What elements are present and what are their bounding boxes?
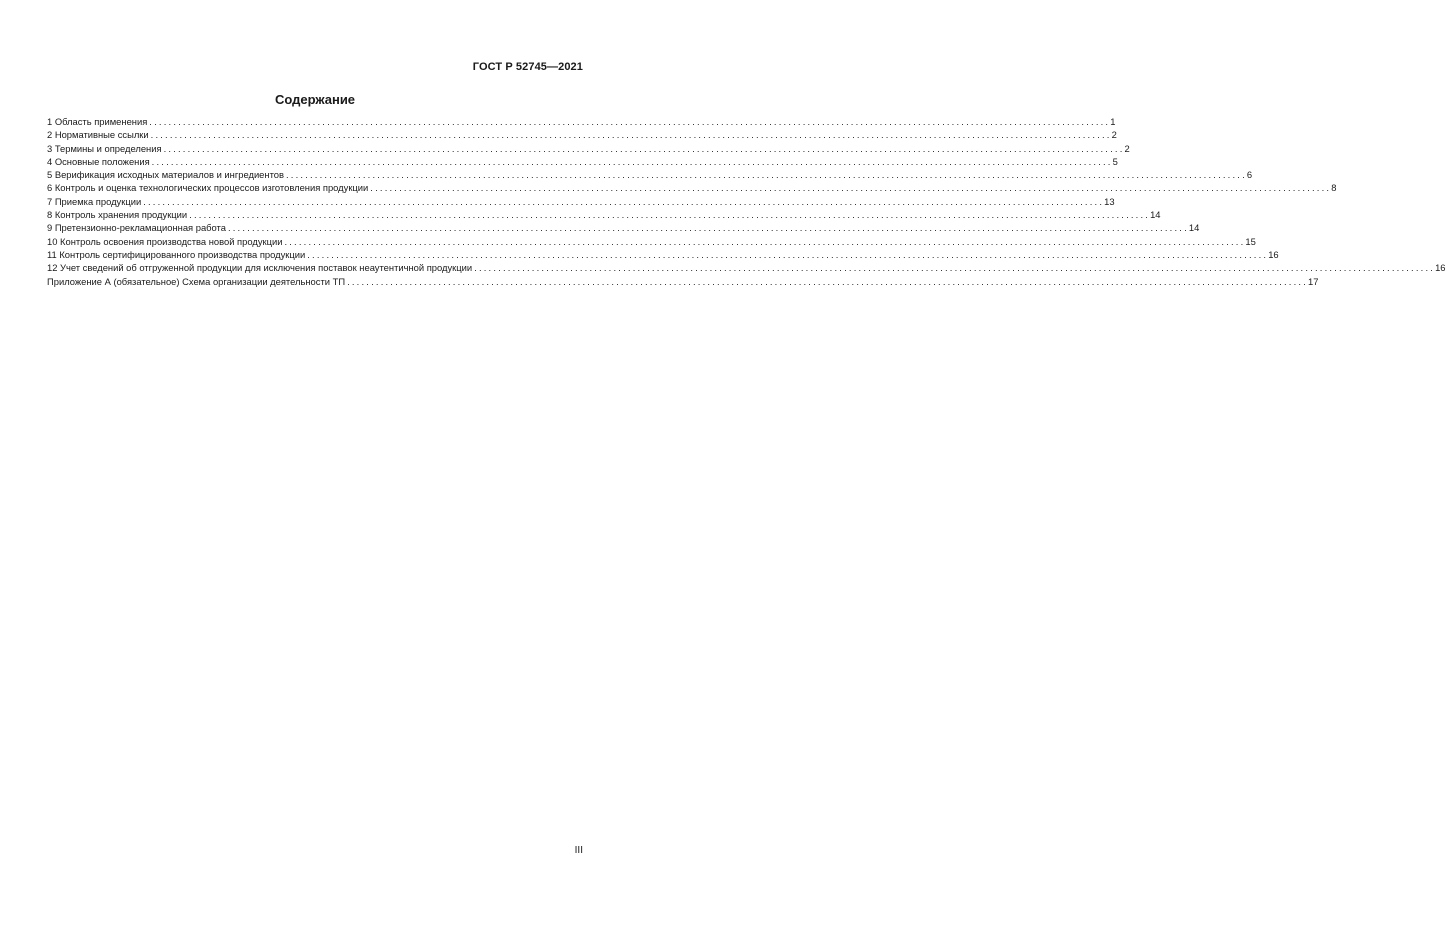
toc-entry-page: 16 <box>1268 248 1279 260</box>
toc-entry[interactable] <box>47 208 1161 221</box>
table-of-contents <box>47 115 1446 288</box>
toc-entry-label: 5 Верификация исходных материалов и ингредиентов <box>47 169 284 181</box>
toc-leader-dots: ........................................................................................................................................................................................................ <box>307 248 1269 260</box>
toc-entry-page: 16 <box>1435 262 1446 274</box>
toc-entry[interactable] <box>47 248 1279 261</box>
toc-entry[interactable] <box>47 261 1446 274</box>
toc-entry-label: 7 Приемка продукции <box>47 195 142 207</box>
toc-leader-dots: ........................................................................................................................................................................................................ <box>347 275 1308 287</box>
toc-entry-page: 8 <box>1331 182 1337 194</box>
toc-entry-page: 15 <box>1245 235 1256 247</box>
toc-entry-label: 1 Область применения <box>47 116 148 127</box>
toc-entry-page: 5 <box>1112 155 1118 167</box>
toc-entry-label: 12 Учет сведений об отгруженной продукции для исключения поставок неаутентичной продукции <box>47 262 473 274</box>
toc-entry-label: 6 Контроль и оценка технологических процессов изготовления продукции <box>47 182 369 194</box>
toc-entry[interactable] <box>47 155 1118 168</box>
toc-entry-label: 2 Нормативные ссылки <box>47 129 149 141</box>
toc-entry[interactable] <box>47 115 1116 128</box>
toc-leader-dots: ........................................................................................................................................................................................................ <box>149 116 1111 127</box>
toc-entry-page: 2 <box>1111 129 1117 141</box>
toc-leader-dots: ........................................................................................................................................................................................................ <box>143 195 1105 207</box>
toc-title: Содержание <box>274 92 356 107</box>
toc-leader-dots: ........................................................................................................................................................................................................ <box>370 182 1332 194</box>
toc-leader-dots: ........................................................................................................................................................................................................ <box>474 262 1436 274</box>
toc-entry[interactable] <box>47 235 1256 248</box>
toc-entry-label: 3 Термины и определения <box>47 142 162 154</box>
toc-entry[interactable] <box>47 142 1130 155</box>
toc-entry[interactable] <box>47 221 1200 234</box>
toc-entry-label: 11 Контроль сертифицированного производства продукции <box>47 248 306 260</box>
toc-entry[interactable] <box>47 275 1319 288</box>
toc-entry-page: 14 <box>1150 209 1161 221</box>
toc-entry-label: 4 Основные положения <box>47 155 150 167</box>
toc-entry-page: 13 <box>1104 195 1115 207</box>
toc-entry[interactable] <box>47 128 1117 141</box>
toc-entry-page: 2 <box>1124 142 1130 154</box>
toc-entry-page: 17 <box>1308 275 1319 287</box>
page-number: III <box>574 845 583 856</box>
toc-entry-page: 1 <box>1110 116 1116 127</box>
toc-leader-dots: ........................................................................................................................................................................................................ <box>163 142 1125 154</box>
toc-entry-label: 10 Контроль освоения производства новой продукции <box>47 235 283 247</box>
toc-entry-label: Приложение А (обязательное) Схема организации деятельности ТП <box>47 275 346 287</box>
toc-entry-page: 6 <box>1246 169 1253 181</box>
toc-leader-dots: ........................................................................................................................................................................................................ <box>285 169 1247 181</box>
toc-leader-dots: ........................................................................................................................................................................................................ <box>227 222 1189 234</box>
toc-entry-label: 8 Контроль хранения продукции <box>47 209 188 221</box>
toc-leader-dots: ........................................................................................................................................................................................................ <box>151 155 1113 167</box>
toc-leader-dots: ........................................................................................................................................................................................................ <box>150 129 1112 141</box>
toc-leader-dots: ........................................................................................................................................................................................................ <box>284 235 1246 247</box>
toc-entry[interactable] <box>47 181 1337 194</box>
toc-entry-page: 14 <box>1188 222 1200 234</box>
toc-entry-label: 9 Претензионно-рекламационная работа <box>47 222 226 234</box>
standard-designation: ГОСТ Р 52745—2021 <box>472 61 583 73</box>
toc-leader-dots: ........................................................................................................................................................................................................ <box>189 209 1151 221</box>
toc-entry[interactable] <box>47 195 1115 208</box>
toc-entry[interactable] <box>47 168 1253 181</box>
